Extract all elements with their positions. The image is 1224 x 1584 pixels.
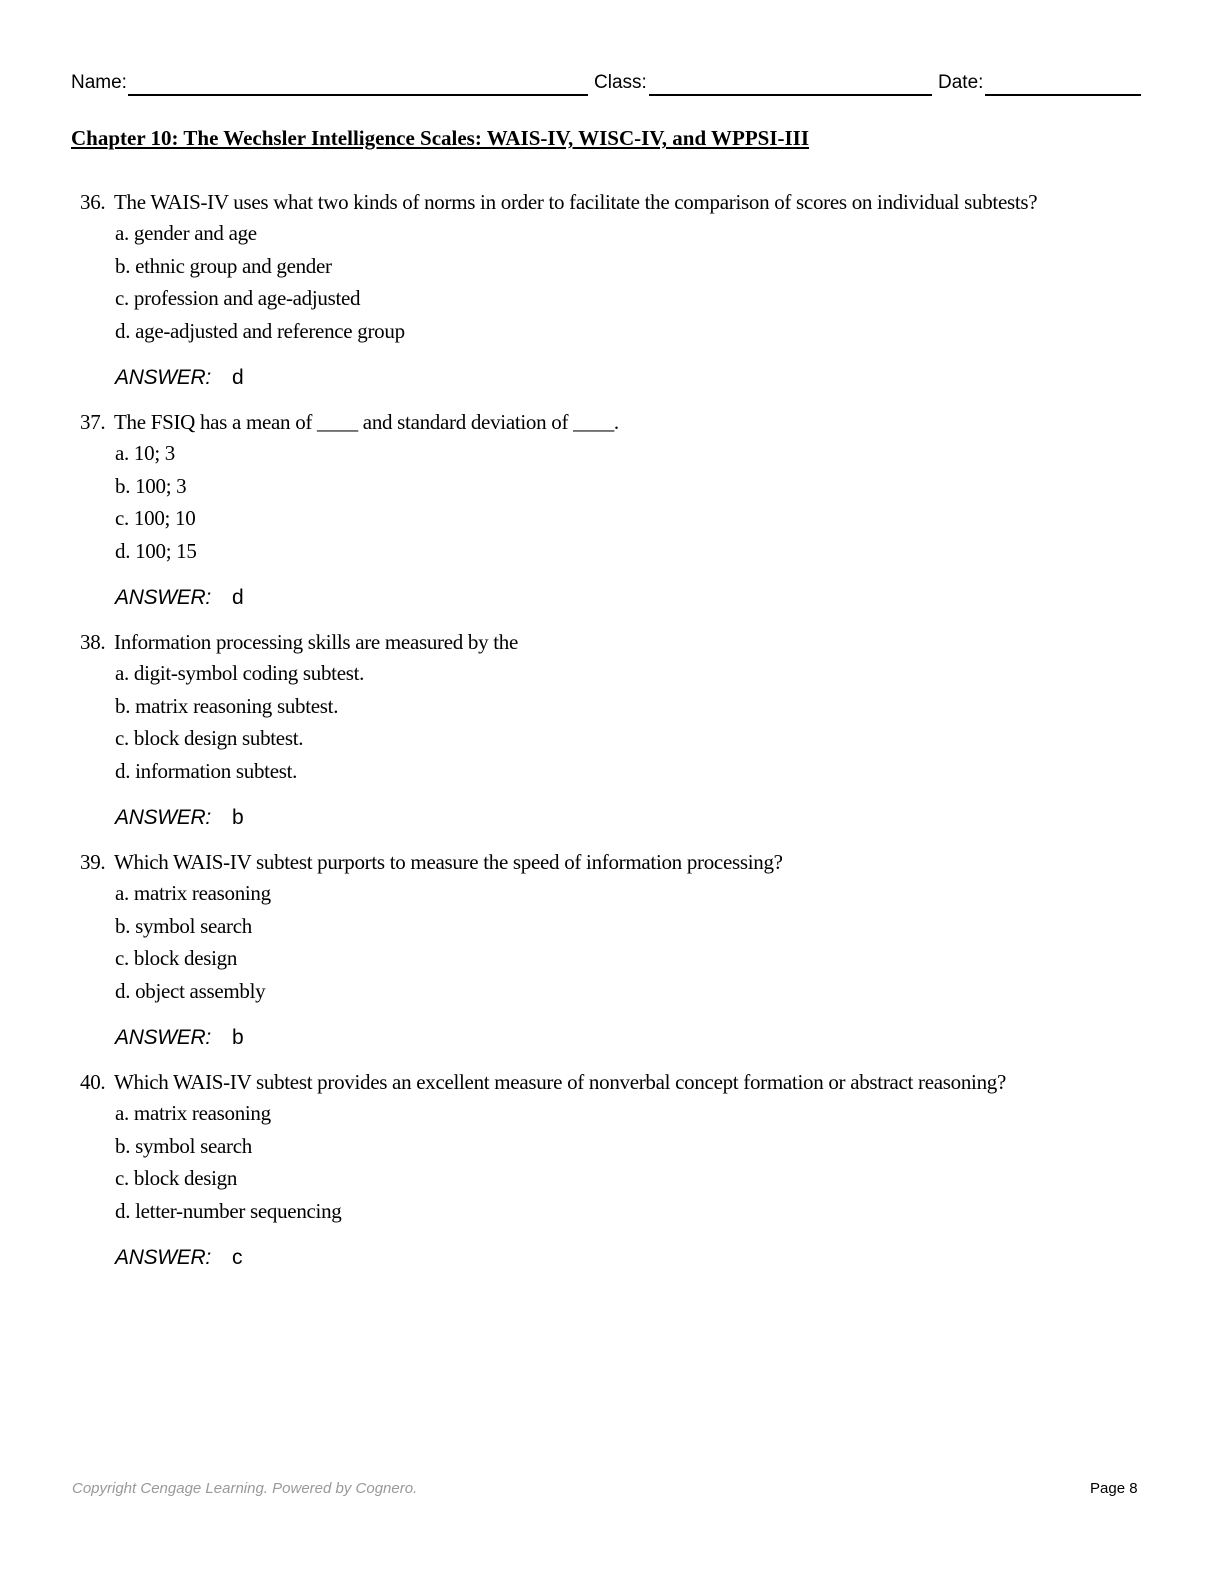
class-field-line[interactable] <box>649 94 932 96</box>
question-block <box>80 627 1180 833</box>
answer-option: a. matrix reasoning <box>115 1101 271 1125</box>
answer-option: c. 100; 10 <box>115 506 196 531</box>
name-field-line[interactable] <box>128 94 588 96</box>
answer-label: ANSWER: <box>115 1025 211 1049</box>
answer-option: b. matrix reasoning subtest. <box>115 693 339 718</box>
question-number: 37. <box>80 410 106 434</box>
answer-value: d <box>232 585 244 609</box>
question-line <box>80 407 1180 437</box>
answer-value: b <box>232 805 244 829</box>
question-number: 39. <box>80 850 106 874</box>
question-text: The WAIS-IV uses what two kinds of norms in order to facilitate the comparison of scores on individual subtests? <box>114 190 1038 214</box>
date-label: Date: <box>938 72 984 93</box>
question-block <box>80 407 1180 613</box>
answer-option: d. object assembly <box>115 979 266 1004</box>
answer-option: b. symbol search <box>115 913 252 938</box>
answer-option: a. 10; 3 <box>115 441 176 465</box>
answer-label: ANSWER: <box>115 805 211 829</box>
answer-value: b <box>232 1025 244 1049</box>
question-text: Which WAIS-IV subtest purports to measure the speed of information processing? <box>114 850 783 874</box>
answer-line <box>80 803 1180 833</box>
answer-option: a. matrix reasoning <box>115 881 271 905</box>
question-line <box>80 1067 1180 1097</box>
answer-option: a. gender and age <box>115 221 257 245</box>
answer-option: d. letter-number sequencing <box>115 1199 342 1224</box>
question-block <box>80 187 1180 393</box>
answer-line <box>80 583 1180 613</box>
question-line <box>80 627 1180 657</box>
answer-option: b. ethnic group and gender <box>115 253 332 278</box>
answer-option: d. 100; 15 <box>115 539 197 564</box>
answer-label: ANSWER: <box>115 1245 211 1269</box>
page-number: Page 8 <box>1090 1480 1138 1497</box>
question-block <box>80 1067 1180 1273</box>
answer-label: ANSWER: <box>115 585 211 609</box>
answer-line <box>80 363 1180 393</box>
answer-line <box>80 1243 1180 1273</box>
answer-option: c. profession and age-adjusted <box>115 286 361 311</box>
question-line <box>80 847 1180 877</box>
answer-label: ANSWER: <box>115 365 211 389</box>
chapter-title: Chapter 10: The Wechsler Intelligence Scales: WAIS-IV, WISC-IV, and WPPSI-III <box>71 126 810 150</box>
answer-option: b. 100; 3 <box>115 473 187 498</box>
answer-option: b. symbol search <box>115 1133 252 1158</box>
copyright-footer: Copyright Cengage Learning. Powered by Cognero. <box>72 1480 418 1497</box>
question-number: 36. <box>80 190 106 214</box>
question-line <box>80 187 1180 217</box>
question-block <box>80 847 1180 1053</box>
question-text: Information processing skills are measured by the <box>114 630 519 654</box>
date-field-line[interactable] <box>985 94 1141 96</box>
question-text: The FSIQ has a mean of ____ and standard deviation of ____. <box>114 410 619 434</box>
answer-value: d <box>232 365 244 389</box>
name-label: Name: <box>71 72 127 93</box>
answer-option: d. age-adjusted and reference group <box>115 319 405 344</box>
question-number: 40. <box>80 1070 106 1094</box>
answer-value: c <box>232 1245 243 1269</box>
answer-line <box>80 1023 1180 1053</box>
answer-option: d. information subtest. <box>115 759 298 784</box>
class-label: Class: <box>594 72 647 93</box>
answer-option: c. block design <box>115 946 238 971</box>
question-text: Which WAIS-IV subtest provides an excellent measure of nonverbal concept formation or abstract reasoning? <box>114 1070 1006 1094</box>
answer-option: c. block design <box>115 1166 238 1191</box>
question-number: 38. <box>80 630 106 654</box>
answer-option: c. block design subtest. <box>115 726 304 751</box>
answer-option: a. digit-symbol coding subtest. <box>115 661 365 685</box>
